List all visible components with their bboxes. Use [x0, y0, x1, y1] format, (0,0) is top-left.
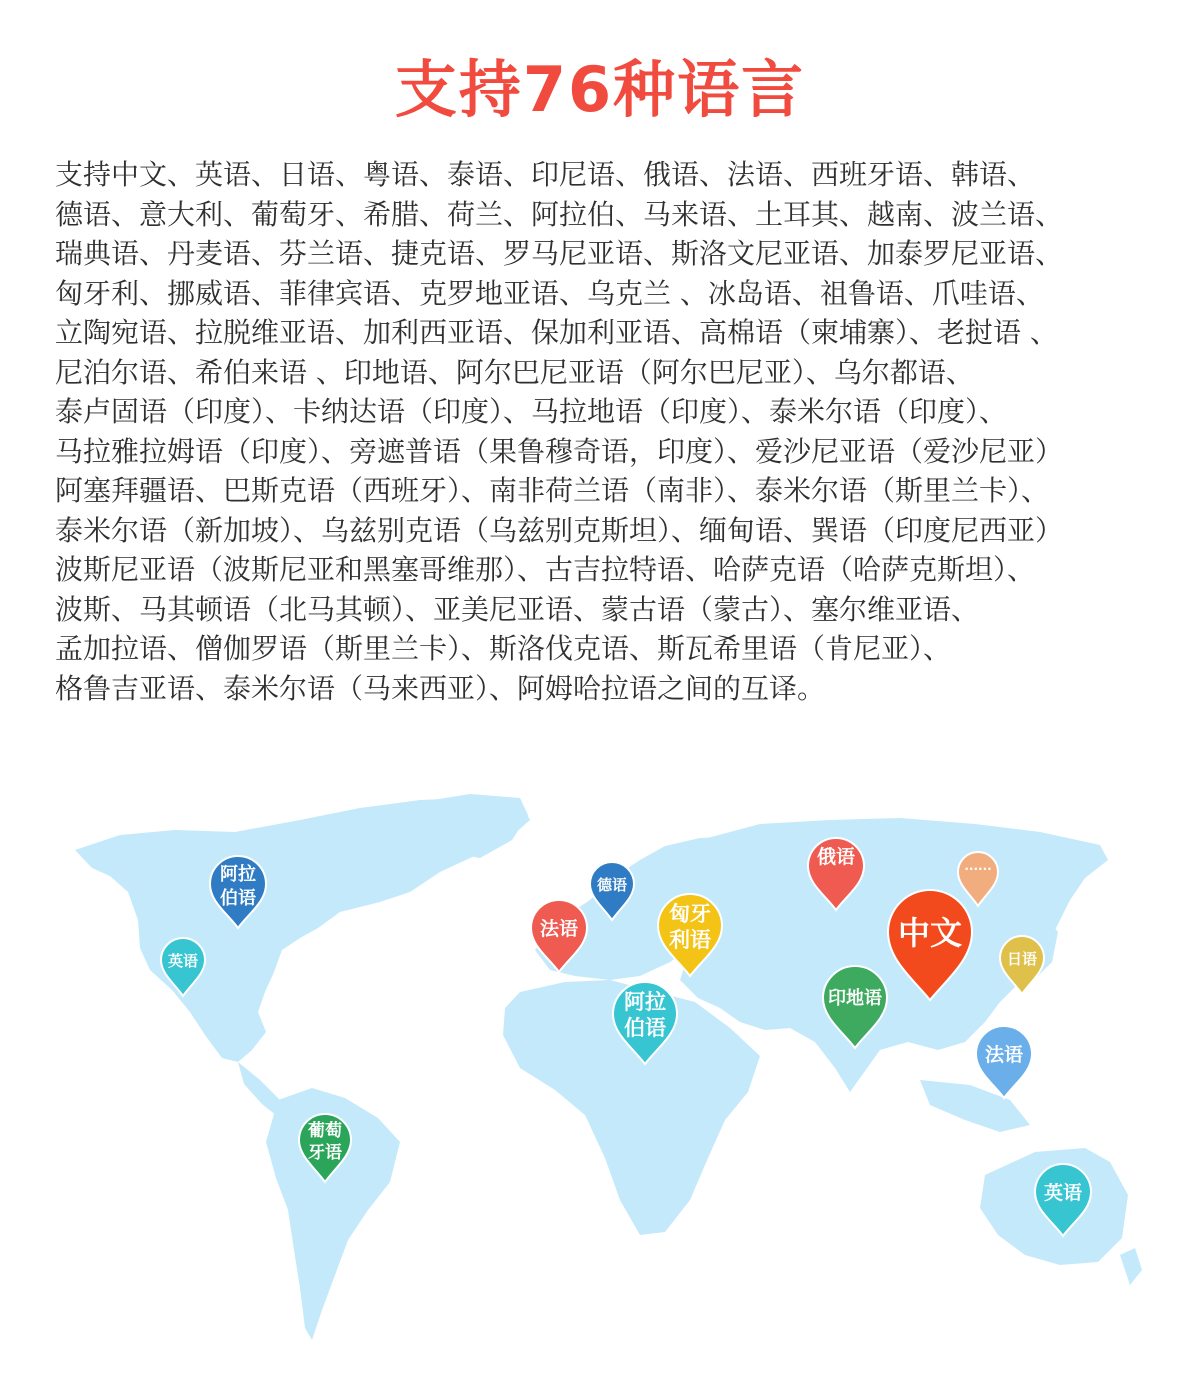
map-pin-label: 葡萄 — [308, 1121, 342, 1141]
map-pin-label: 牙语 — [308, 1143, 342, 1163]
language-list — [55, 155, 1165, 708]
map-pin-label: 匈牙 — [669, 902, 711, 926]
language-list-line: 孟加拉语、僧伽罗语（斯里兰卡）、斯洛伐克语、斯瓦希里语（肯尼亚）、 — [55, 632, 952, 665]
language-list-line: 格鲁吉亚语、泰米尔语（马来西亚）、阿姆哈拉语之间的互译。 — [55, 671, 826, 705]
language-list-line: 泰卢固语（印度）、卡纳达语（印度）、马拉地语（印度）、泰米尔语（印度）、 — [55, 395, 1008, 428]
map-pin-label: 印地语 — [828, 988, 882, 1009]
language-list-line: 阿塞拜疆语、巴斯克语（西班牙）、南非荷兰语（南非）、泰米尔语（斯里兰卡）、 — [55, 474, 1050, 507]
language-list-line: 瑞典语、丹麦语、芬兰语、捷克语、罗马尼亚语、斯洛文尼亚语、加泰罗尼亚语、 — [55, 237, 1064, 270]
map-pin-as-french — [976, 1026, 1032, 1098]
map-pin-label: 阿拉 — [624, 990, 666, 1014]
continent-new-zealand — [1120, 1248, 1142, 1285]
language-list-line: 波斯尼亚语（波斯尼亚和黑塞哥维那）、古吉拉特语、哈萨克语（哈萨克斯坦）、 — [55, 553, 1036, 586]
map-pin-label: 法语 — [984, 1044, 1024, 1066]
language-list-line: 波斯、马其顿语（北马其顿）、亚美尼亚语、蒙古语（蒙古）、塞尔维亚语、 — [55, 592, 980, 626]
map-pin-label: 日语 — [1006, 950, 1038, 968]
map-pin-label: 法语 — [539, 918, 579, 940]
language-list-line: 立陶宛语、拉脱维亚语、加利西亚语、保加利亚语、高棉语（柬埔寨）、老挝语 、 — [55, 316, 1058, 349]
page-title: 支持76种语言 — [394, 53, 806, 126]
map-pin-label: 伯语 — [220, 888, 256, 909]
language-list-line: 泰米尔语（新加坡）、乌兹别克语（乌兹别克斯坦）、缅甸语、巽语（印度尼西亚） — [55, 513, 1064, 547]
world-map — [0, 780, 1200, 1380]
map-pin-label: 阿拉 — [220, 864, 256, 885]
map-pin-label: 中文 — [897, 914, 963, 952]
map-pin-label: 伯语 — [624, 1016, 666, 1040]
language-list-line: 德语、意大利、葡萄牙、希腊、荷兰、阿拉伯、马来语、土耳其、越南、波兰语、 — [55, 197, 1064, 231]
map-pin-label: 德语 — [596, 876, 628, 894]
language-list-line: 马拉雅拉姆语（印度）、旁遮普语（果鲁穆奇语，印度）、爱沙尼亚语（爱沙尼亚） — [55, 434, 1064, 468]
language-list-line: 支持中文、英语、日语、粤语、泰语、印尼语、俄语、法语、西班牙语、韩语、 — [55, 158, 1036, 191]
language-list-line: 匈牙利、挪威语、菲律宾语、克罗地亚语、乌克兰 、冰岛语、祖鲁语、爪哇语、 — [55, 276, 1044, 310]
map-pin-label: ...... — [964, 859, 992, 873]
map-pin-label: 俄语 — [816, 846, 856, 868]
map-pin-label: 英语 — [1043, 1182, 1083, 1204]
map-pin-label: 利语 — [669, 928, 711, 952]
language-list-line: 尼泊尔语、希伯来语 、印地语、阿尔巴尼亚语（阿尔巴尼亚）、乌尔都语、 — [55, 355, 974, 389]
map-pin-label: 英语 — [167, 952, 199, 970]
